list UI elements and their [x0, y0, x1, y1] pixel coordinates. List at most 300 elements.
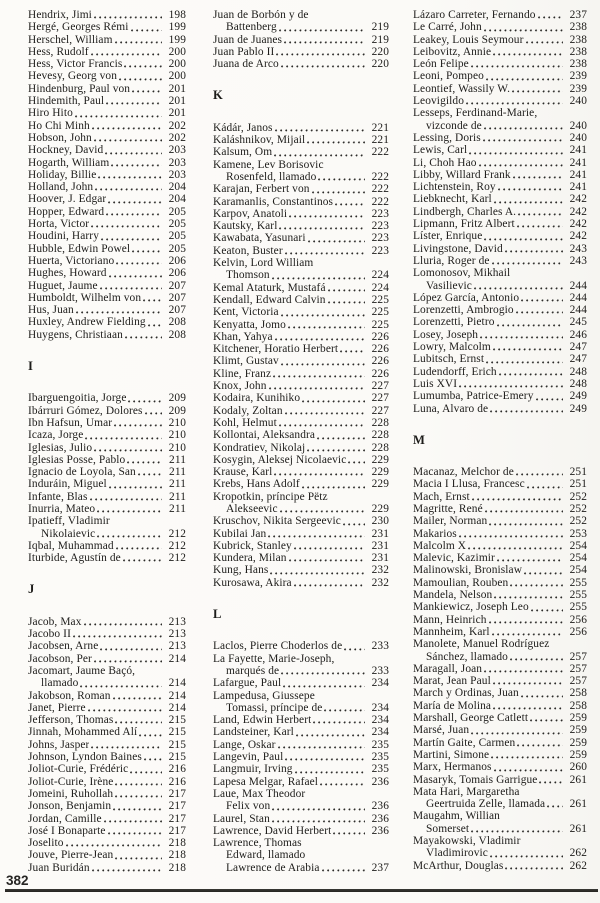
entry-page: 215 [168, 751, 186, 764]
entry-name: Lubitsch, Ernst [413, 353, 485, 366]
dot-leader [280, 510, 365, 513]
entry-name: Janet, Pierre [28, 701, 86, 714]
entry-name: Hiro Hito [28, 107, 73, 120]
dot-leader [115, 795, 162, 798]
entry-page: 256 [569, 613, 587, 626]
index-entry [28, 813, 186, 825]
dot-leader [505, 250, 563, 253]
dot-leader [281, 65, 365, 68]
entry-page: 226 [371, 355, 389, 368]
entry-page: 242 [569, 193, 587, 206]
entry-line [213, 392, 389, 404]
entry-line [213, 134, 389, 146]
entry-line [213, 800, 389, 812]
entry-page: 239 [569, 82, 587, 95]
dot-leader [101, 238, 162, 241]
dot-leader [95, 188, 162, 191]
entry-page: 229 [371, 478, 389, 491]
dot-leader [307, 449, 365, 452]
entry-page: 201 [168, 95, 186, 108]
index-entry [213, 306, 389, 318]
dot-leader [294, 584, 365, 587]
index-entry [413, 341, 587, 353]
dot-leader [132, 90, 162, 93]
entry-page: 222 [371, 195, 389, 208]
entry-line [28, 429, 186, 441]
entry-name: Juan Pablo II [213, 45, 275, 58]
index-entry [413, 614, 587, 626]
entry-line [28, 243, 186, 255]
entry-name: Lawrence de Arabia [226, 861, 320, 874]
entry-page: 226 [371, 343, 389, 356]
index-entry [413, 193, 587, 205]
entry-name: Hendrix, Jimi [28, 9, 92, 21]
entry-line [213, 677, 389, 689]
entry-name: Rosenfeld, llamado [226, 170, 317, 183]
entry-line [28, 677, 186, 689]
entry-page: 207 [168, 304, 186, 317]
index-entry [213, 208, 389, 220]
entry-name: Huguet, Jaume [28, 279, 98, 292]
dot-leader [108, 201, 162, 204]
entry-line [28, 157, 186, 169]
entry-name: Langmuir, Irving [213, 763, 293, 776]
entry-line [413, 58, 587, 70]
entry-line [28, 628, 186, 640]
dot-leader [499, 373, 563, 376]
entry-page: 225 [371, 306, 389, 319]
entry-line [28, 329, 186, 341]
index-entry [413, 712, 587, 724]
entry-name: Lorenzetti, Ambrogio [413, 304, 514, 317]
index-entry [413, 749, 587, 761]
entry-page: 259 [569, 724, 587, 737]
entry-name: Kendall, Edward Calvin [213, 293, 326, 306]
entry-name: Leovigildo [413, 95, 464, 108]
dot-leader [130, 771, 162, 774]
index-entry [28, 46, 186, 58]
entry-name: Alekseevic [226, 502, 278, 515]
index-column [413, 9, 587, 872]
dot-leader [497, 559, 563, 562]
entry-page: 219 [371, 21, 389, 34]
index-entry [28, 837, 186, 849]
entry-name: Houdini, Harry [28, 230, 99, 243]
entry-page: 205 [168, 242, 186, 255]
index-entry [413, 491, 587, 503]
entry-page: 205 [168, 230, 186, 243]
index-entry [413, 390, 587, 402]
entry-name: Marsé, Juan [413, 724, 470, 737]
index-entry [213, 159, 389, 184]
entry-name: Libby, Willard Frank [413, 168, 511, 181]
index-entry [413, 835, 587, 860]
dot-leader [76, 311, 162, 314]
dot-leader [469, 152, 563, 155]
entry-page: 212 [168, 552, 186, 565]
entry-name: Leontief, Wassily W. [413, 82, 511, 95]
entry-page: 213 [168, 628, 186, 641]
dot-leader [100, 648, 162, 651]
dot-leader [115, 783, 162, 786]
entry-name: Kautsky, Karl [213, 220, 278, 233]
dot-leader [273, 375, 365, 378]
entry-line [28, 181, 186, 193]
entry-page: 261 [569, 798, 587, 811]
entry-name: Jinnah, Mohammed Alí [28, 726, 138, 739]
index-entry [28, 58, 186, 70]
entry-page: 224 [371, 281, 389, 294]
dot-leader [516, 311, 563, 314]
entry-line [213, 146, 389, 158]
index-entry [213, 825, 389, 837]
index-entry [28, 690, 186, 702]
index-entry [413, 700, 587, 712]
index-entry [413, 564, 587, 576]
entry-line [413, 466, 587, 478]
entry-line [413, 132, 587, 144]
dot-leader [471, 732, 563, 735]
dot-leader [100, 287, 162, 290]
dot-leader [318, 178, 365, 181]
entry-line [213, 577, 389, 589]
entry-line [213, 34, 389, 46]
entry-page: 222 [371, 146, 389, 159]
entry-page: 229 [371, 466, 389, 479]
entry-name: Kádár, Janos [213, 121, 273, 134]
index-entry [28, 825, 186, 837]
entry-page: 229 [371, 502, 389, 515]
entry-page: 212 [168, 539, 186, 552]
entry-line [213, 702, 389, 714]
dot-leader [485, 510, 563, 513]
index-column [28, 9, 186, 874]
entry-line [28, 726, 186, 738]
entry-name: McArthur, Douglas [413, 859, 504, 872]
index-entry [213, 564, 389, 576]
entry-line [28, 776, 186, 788]
entry-page: 201 [168, 82, 186, 95]
index-entry [213, 183, 389, 195]
entry-line [213, 183, 389, 195]
index-entry [213, 392, 389, 404]
entry-page: 228 [371, 441, 389, 454]
entry-line [28, 169, 186, 181]
entry-line [28, 107, 186, 119]
entry-page: 206 [168, 267, 186, 280]
entry-page: 205 [168, 218, 186, 231]
index-entry [28, 70, 186, 82]
dot-leader [104, 820, 162, 823]
entry-line: Lawrence, Thomas [213, 837, 302, 850]
entry-line [28, 280, 186, 292]
dot-leader [143, 299, 162, 302]
index-entry [28, 267, 186, 279]
entry-line [413, 552, 587, 564]
index-section [213, 608, 389, 874]
entry-page: 221 [371, 121, 389, 134]
entry-name: Holiday, Billie [28, 168, 97, 181]
dot-leader [294, 547, 365, 550]
entry-line [413, 589, 587, 601]
entry-line [213, 726, 389, 738]
index-entry [28, 169, 186, 181]
entry-line [28, 144, 186, 156]
dot-leader [281, 363, 365, 366]
dot-leader [489, 621, 563, 624]
index-entry [213, 380, 389, 392]
entry-line [28, 21, 186, 33]
entry-line [28, 206, 186, 218]
entry-name: Le Carré, John [413, 21, 482, 34]
entry-line [413, 577, 587, 589]
dot-leader [284, 41, 365, 44]
dot-leader [483, 139, 563, 142]
entry-page: 210 [168, 416, 186, 429]
index-entry [213, 146, 389, 158]
dot-leader [98, 176, 162, 179]
dot-leader [289, 559, 365, 562]
index-entry [213, 528, 389, 540]
dot-leader [144, 758, 162, 761]
section-letter: K [213, 88, 223, 103]
index-entry [28, 788, 186, 800]
dot-leader [493, 348, 563, 351]
index-entry [413, 663, 587, 675]
dot-leader [459, 535, 563, 538]
dot-leader [521, 695, 563, 698]
entry-line [413, 749, 587, 761]
footer-rule [5, 889, 598, 892]
entry-line [213, 331, 389, 343]
entry-name: Juan Buridán [28, 861, 90, 874]
entry-page: 248 [569, 377, 587, 390]
entry-page: 240 [569, 131, 587, 144]
entry-line [413, 478, 587, 490]
index-entry [28, 280, 186, 292]
entry-line [213, 294, 389, 306]
entry-page: 232 [371, 564, 389, 577]
entry-page: 219 [371, 33, 389, 46]
entry-line [213, 46, 389, 58]
dot-leader [127, 461, 162, 464]
index-entry [28, 454, 186, 466]
dot-leader [269, 387, 365, 390]
entry-line [28, 466, 186, 478]
index-entry [28, 316, 186, 328]
index-entry [413, 638, 587, 663]
entry-line [413, 651, 587, 663]
index-section [28, 583, 186, 874]
dot-leader [474, 287, 563, 290]
dot-leader [111, 164, 162, 167]
dot-leader [517, 744, 563, 747]
entry-page: 202 [168, 131, 186, 144]
index-entry [28, 540, 186, 552]
entry-line [213, 429, 389, 441]
index-entry [28, 95, 186, 107]
entry-page: 255 [569, 601, 587, 614]
index-entry [213, 442, 389, 454]
entry-line [213, 454, 389, 466]
index-entry [28, 640, 186, 652]
entry-line [413, 700, 587, 712]
entry-page: 235 [371, 763, 389, 776]
entry-name: Hogarth, William [28, 156, 110, 169]
entry-name: Lumumba, Patrice-Emery [413, 390, 534, 403]
entry-page: 216 [168, 763, 186, 776]
entry-page: 215 [168, 714, 186, 727]
section-letter: M [413, 432, 425, 447]
entry-line [28, 454, 186, 466]
entry-line [213, 282, 389, 294]
dot-leader [521, 299, 563, 302]
dot-leader [471, 65, 563, 68]
dot-leader [490, 855, 563, 858]
entry-line: Mayakowski, Vladimir [413, 835, 521, 847]
dot-leader [484, 670, 563, 673]
entry-page: 234 [371, 701, 389, 714]
entry-name: Nikolaievic [41, 527, 96, 540]
dot-leader [486, 361, 563, 364]
section-letter: L [213, 607, 222, 622]
dot-leader [484, 127, 563, 130]
entry-line [413, 491, 587, 503]
entry-line [28, 552, 186, 564]
entry-page: 211 [169, 453, 186, 466]
entry-line [413, 255, 587, 267]
entry-page: 211 [169, 466, 186, 479]
index-entry [213, 405, 389, 417]
entry-line [413, 724, 587, 736]
entry-name: Holland, John [28, 181, 94, 194]
entry-name: Kruschov, Nikita Sergeevic [213, 515, 341, 528]
entry-line [213, 478, 389, 490]
entry-line: Lomonosov, Mikhail [413, 267, 511, 280]
entry-name: Joliot-Curie, Frédéric [28, 763, 129, 776]
entry-page: 244 [569, 304, 587, 317]
dot-leader [493, 682, 563, 685]
entry-name: María de Molina [413, 699, 492, 712]
entry-page: 217 [168, 812, 186, 825]
entry-page: 220 [371, 45, 389, 58]
entry-line [413, 403, 587, 415]
entry-name: Jonson, Benjamin [28, 800, 112, 813]
dot-leader [274, 473, 365, 476]
entry-page: 230 [371, 515, 389, 528]
dot-leader [328, 301, 365, 304]
entry-line [413, 540, 587, 552]
entry-name: Macia I Llusa, Francesc [413, 478, 525, 491]
entry-name: Kalsum, Om [213, 146, 273, 159]
entry-page: 214 [168, 652, 186, 665]
entry-name: Jomeini, Ruhollah [28, 787, 114, 800]
entry-line [213, 862, 389, 874]
entry-name: Huygens, Christiaan [28, 328, 123, 341]
dot-leader [490, 410, 563, 413]
entry-line [413, 614, 587, 626]
entry-name: Malevic, Kazimir [413, 552, 495, 565]
index-entry [28, 292, 186, 304]
dot-leader [285, 758, 365, 761]
dot-leader [73, 635, 162, 638]
dot-leader [283, 685, 365, 688]
index-entry [28, 776, 186, 788]
dot-leader [108, 832, 162, 835]
dot-leader [530, 719, 563, 722]
index-entry [413, 724, 587, 736]
entry-page: 246 [569, 328, 587, 341]
dot-leader [90, 498, 163, 501]
entry-page: 231 [371, 527, 389, 540]
entry-page: 233 [371, 664, 389, 677]
index-entry [213, 245, 389, 257]
index-entry [28, 739, 186, 751]
entry-name: Huxley, Andrew Fielding [28, 316, 146, 329]
index-entry [213, 640, 389, 652]
dot-leader [328, 289, 365, 292]
index-entry [28, 491, 186, 503]
entry-name: Mamoulian, Rouben [413, 576, 509, 589]
entry-name: Langevin, Paul [213, 751, 284, 764]
dot-leader [274, 154, 365, 157]
entry-name: Hockney, David [28, 144, 104, 157]
entry-line [413, 181, 587, 193]
index-entry [28, 478, 186, 490]
entry-page: 238 [569, 45, 587, 58]
entry-page: 203 [168, 168, 186, 181]
entry-name: Infante, Blas [28, 490, 88, 503]
dot-leader [94, 660, 162, 663]
index-entry [213, 429, 389, 441]
entry-name: Laurel, Stan [213, 812, 270, 825]
entry-page: 258 [569, 699, 587, 712]
entry-page: 227 [371, 404, 389, 417]
entry-page: 211 [169, 490, 186, 503]
index-entry [28, 21, 186, 33]
dot-leader [459, 385, 563, 388]
entry-page: 220 [371, 58, 389, 71]
entry-page: 248 [569, 365, 587, 378]
index-section [213, 89, 389, 589]
entry-name: Lafargue, Paul [213, 677, 282, 690]
entry-name: Malinowski, Bronislaw [413, 564, 523, 577]
dot-leader [547, 805, 563, 808]
dot-leader [109, 486, 162, 489]
index-entry [413, 292, 587, 304]
index-column [213, 9, 389, 874]
index-entry [28, 429, 186, 441]
entry-line [28, 230, 186, 242]
entry-name: Kohl, Helmut [213, 416, 277, 429]
entry-name: Inurria, Mateo [28, 502, 96, 515]
entry-line [213, 552, 389, 564]
dot-leader [275, 338, 365, 341]
entry-page: 223 [371, 207, 389, 220]
dot-leader [492, 262, 563, 265]
dot-leader [526, 41, 564, 44]
entry-page: 216 [168, 775, 186, 788]
index-entry [413, 403, 587, 415]
dot-leader [138, 473, 162, 476]
index-entry [213, 454, 389, 466]
index-entry [213, 837, 389, 874]
dot-leader [538, 16, 563, 19]
entry-line [28, 503, 186, 515]
entry-page: 260 [569, 761, 587, 774]
entry-name: Geertruida Zelle, llamada [426, 798, 546, 811]
entry-line [213, 540, 389, 552]
